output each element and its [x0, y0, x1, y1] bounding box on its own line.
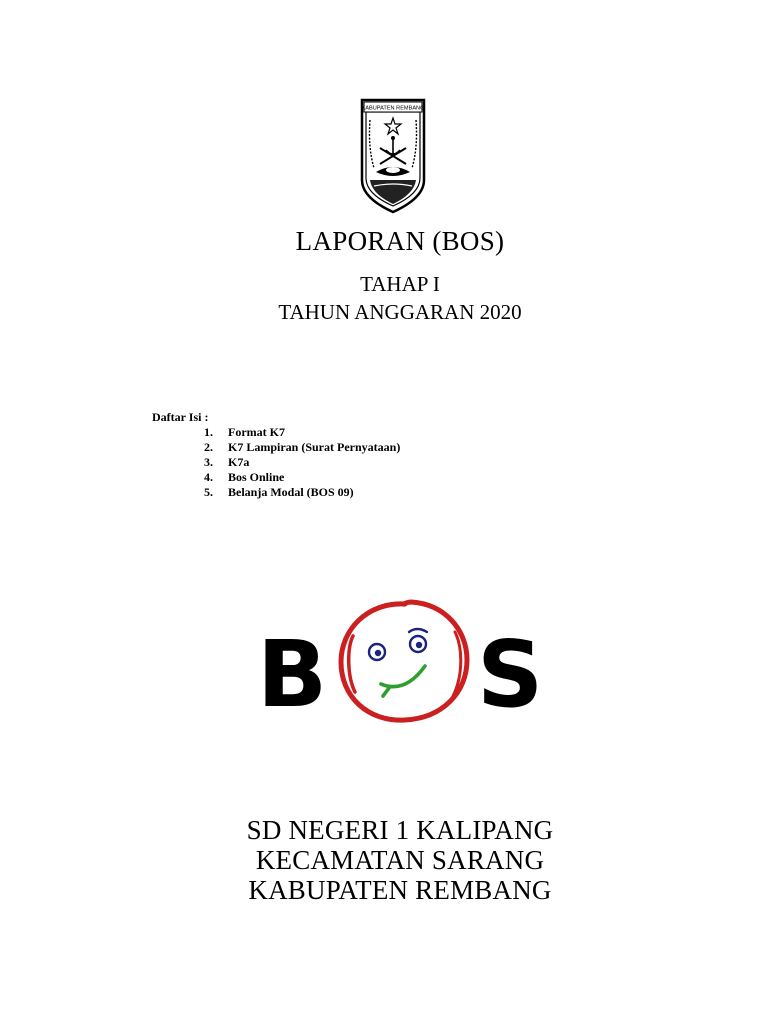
emblem-banner-text: KABUPATEN REMBANG — [361, 105, 425, 112]
toc-item-number: 2. — [204, 440, 213, 454]
toc-item-number: 5. — [204, 485, 213, 499]
report-fiscal-year: TAHUN ANGGARAN 2020 — [278, 300, 522, 324]
toc-item-label: Bos Online — [228, 470, 285, 484]
toc-item-number: 4. — [204, 470, 213, 484]
table-of-contents — [152, 410, 400, 500]
bos-logo-icon — [255, 596, 555, 726]
report-title: LAPORAN (BOS) — [295, 226, 505, 256]
school-name: SD NEGERI 1 KALIPANG — [246, 815, 554, 845]
report-stage: TAHAP I — [360, 272, 440, 296]
toc-item — [204, 440, 400, 455]
bos-letter-s: S — [477, 621, 544, 726]
toc-item-number: 3. — [204, 455, 213, 469]
school-regency: KABUPATEN REMBANG — [248, 875, 552, 905]
bos-letter-b: B — [257, 621, 328, 726]
toc-item-label: K7a — [228, 455, 250, 469]
toc-item — [204, 455, 400, 470]
bos-smile — [381, 666, 425, 696]
school-district: KECAMATAN SARANG — [255, 845, 545, 875]
toc-item — [204, 485, 400, 500]
regency-emblem-icon — [360, 98, 426, 214]
toc-item — [204, 470, 400, 485]
toc-heading: Daftar Isi : — [152, 410, 209, 424]
toc-item-label: Belanja Modal (BOS 09) — [228, 485, 354, 499]
bos-right-eye — [409, 629, 427, 652]
toc-item — [204, 425, 400, 440]
toc-item-label: Format K7 — [228, 425, 285, 439]
toc-list — [152, 425, 400, 500]
bos-left-eye — [369, 644, 385, 660]
toc-item-number: 1. — [204, 425, 213, 439]
toc-item-label: K7 Lampiran (Surat Pernyataan) — [228, 440, 401, 454]
bos-ring — [341, 602, 467, 720]
